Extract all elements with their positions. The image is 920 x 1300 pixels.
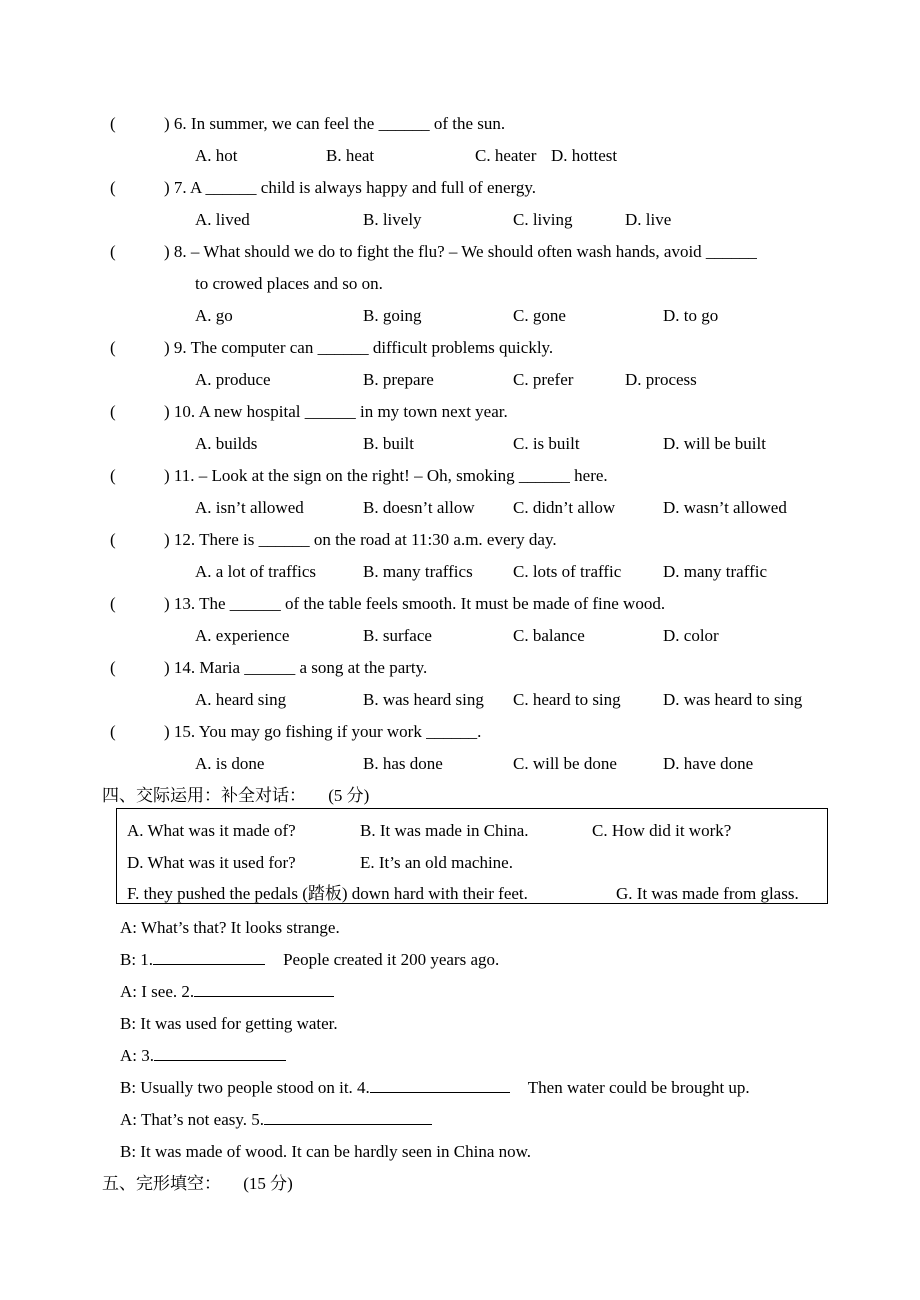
option-b: B. many traffics: [363, 562, 473, 581]
box-option-e: E. It’s an old machine.: [360, 853, 513, 872]
box-option-b: B. It was made in China.: [360, 821, 529, 840]
box-row-2: [127, 848, 827, 878]
box-option-d: D. What was it used for?: [127, 853, 296, 872]
answer-paren: (: [110, 530, 116, 549]
question-stem: ) 9. The computer can ______ difficult problems quickly.: [164, 338, 554, 357]
option-a: A. lived: [195, 210, 250, 229]
answer-paren: (: [110, 178, 116, 197]
dialogue-suffix: Then water could be brought up.: [527, 1078, 750, 1097]
answer-paren: (: [110, 242, 116, 261]
section-4-title: 四、交际运用：补全对话：: [102, 786, 306, 805]
option-a: A. produce: [195, 370, 271, 389]
question-stem: ) 13. The ______ of the table feels smooth. It must be made of fine wood.: [164, 594, 666, 613]
option-a: A. a lot of traffics: [195, 562, 317, 581]
option-a: A. go: [195, 306, 233, 325]
question-stem: ) 8. – What should we do to fight the flu? – We should often wash hands, avoid ______: [164, 242, 757, 261]
option-c: C. didn’t allow: [513, 498, 616, 517]
option-d: D. live: [625, 210, 672, 229]
box-option-a: A. What was it made of?: [127, 821, 296, 840]
question-stem: ) 12. There is ______ on the road at 11:30 a.m. every day.: [164, 530, 557, 549]
option-d: D. to go: [663, 306, 719, 325]
box-row-1: [127, 816, 827, 846]
section-4-heading: [102, 781, 369, 811]
box-row-3: [127, 879, 827, 909]
option-c: C. balance: [513, 626, 585, 645]
dialogue-prefix: A: I see. 2.: [120, 982, 195, 1001]
option-a: A. builds: [195, 434, 258, 453]
dialogue-line-6: [120, 1073, 750, 1103]
box-option-f: F. they pushed the pedals (踏板) down hard with their feet.: [127, 884, 528, 903]
section-4-score: (5 分): [328, 786, 370, 805]
section-5-score: (15 分): [243, 1174, 293, 1193]
option-d: D. process: [625, 370, 697, 389]
dialogue-prefix: B: Usually two people stood on it. 4.: [120, 1078, 370, 1097]
answer-paren: (: [110, 402, 116, 421]
answer-blank-4[interactable]: [370, 1074, 510, 1093]
option-a: A. experience: [195, 626, 290, 645]
dialogue-line-8: B: It was made of wood. It can be hardly seen in China now.: [120, 1142, 532, 1161]
dialogue-line-1: A: What’s that? It looks strange.: [120, 918, 340, 937]
dialogue-line-7: [120, 1105, 432, 1135]
option-d: D. will be built: [663, 434, 766, 453]
question-stem: ) 7. A ______ child is always happy and full of energy.: [164, 178, 537, 197]
dialogue-prefix: B: 1.: [120, 950, 154, 969]
dialogue-line-3: [120, 977, 334, 1007]
option-c: C. prefer: [513, 370, 574, 389]
option-b: B. built: [363, 434, 415, 453]
option-d: D. wasn’t allowed: [663, 498, 787, 517]
dialogue-prefix: A: That’s not easy. 5.: [120, 1110, 265, 1129]
dialogue-line-4: B: It was used for getting water.: [120, 1014, 338, 1033]
option-b: B. doesn’t allow: [363, 498, 475, 517]
dialogue-line-5: [120, 1041, 286, 1071]
box-option-g: G. It was made from glass.: [616, 884, 799, 903]
answer-paren: (: [110, 466, 116, 485]
dialogue-options-box: [116, 808, 828, 904]
option-c: C. is built: [513, 434, 580, 453]
question-stem: ) 14. Maria ______ a song at the party.: [164, 658, 428, 677]
option-a: A. is done: [195, 754, 265, 773]
question-stem: ) 11. – Look at the sign on the right! – Oh, smoking ______ here.: [164, 466, 608, 485]
option-d: D. was heard to sing: [663, 690, 803, 709]
section-5-heading: [102, 1169, 293, 1199]
option-d: D. many traffic: [663, 562, 768, 581]
option-b: B. lively: [363, 210, 422, 229]
answer-blank-5[interactable]: [264, 1106, 432, 1125]
answer-paren: (: [110, 722, 116, 741]
option-b: B. was heard sing: [363, 690, 484, 709]
answer-blank-2[interactable]: [194, 978, 334, 997]
option-d: D. have done: [663, 754, 754, 773]
dialogue-suffix: People created it 200 years ago.: [283, 950, 500, 969]
section-5-title: 五、完形填空：: [102, 1174, 221, 1193]
option-d: D. hottest: [551, 146, 618, 165]
box-option-c: C. How did it work?: [592, 821, 732, 840]
question-8-continuation: to crowed places and so on.: [195, 274, 383, 293]
answer-paren: (: [110, 658, 116, 677]
option-a: A. heard sing: [195, 690, 287, 709]
answer-paren: (: [110, 114, 116, 133]
question-stem: ) 15. You may go fishing if your work ______.: [164, 722, 482, 741]
option-b: B. heat: [326, 146, 375, 165]
option-c: C. living: [513, 210, 573, 229]
dialogue-prefix: A: 3.: [120, 1046, 154, 1065]
dialogue-line-2: [120, 945, 499, 975]
answer-paren: (: [110, 594, 116, 613]
option-a: A. isn’t allowed: [195, 498, 304, 517]
option-b: B. surface: [363, 626, 432, 645]
option-c: C. gone: [513, 306, 566, 325]
question-stem: ) 10. A new hospital ______ in my town next year.: [164, 402, 508, 421]
option-b: B. going: [363, 306, 422, 325]
option-c: C. heater: [475, 146, 537, 165]
option-c: C. heard to sing: [513, 690, 621, 709]
option-d: D. color: [663, 626, 719, 645]
option-c: C. will be done: [513, 754, 617, 773]
answer-blank-3[interactable]: [154, 1042, 286, 1061]
answer-paren: (: [110, 338, 116, 357]
option-a: A. hot: [195, 146, 238, 165]
question-stem: ) 6. In summer, we can feel the ______ of the sun.: [164, 114, 506, 133]
option-b: B. prepare: [363, 370, 434, 389]
answer-blank-1[interactable]: [153, 946, 265, 965]
option-c: C. lots of traffic: [513, 562, 622, 581]
option-b: B. has done: [363, 754, 443, 773]
